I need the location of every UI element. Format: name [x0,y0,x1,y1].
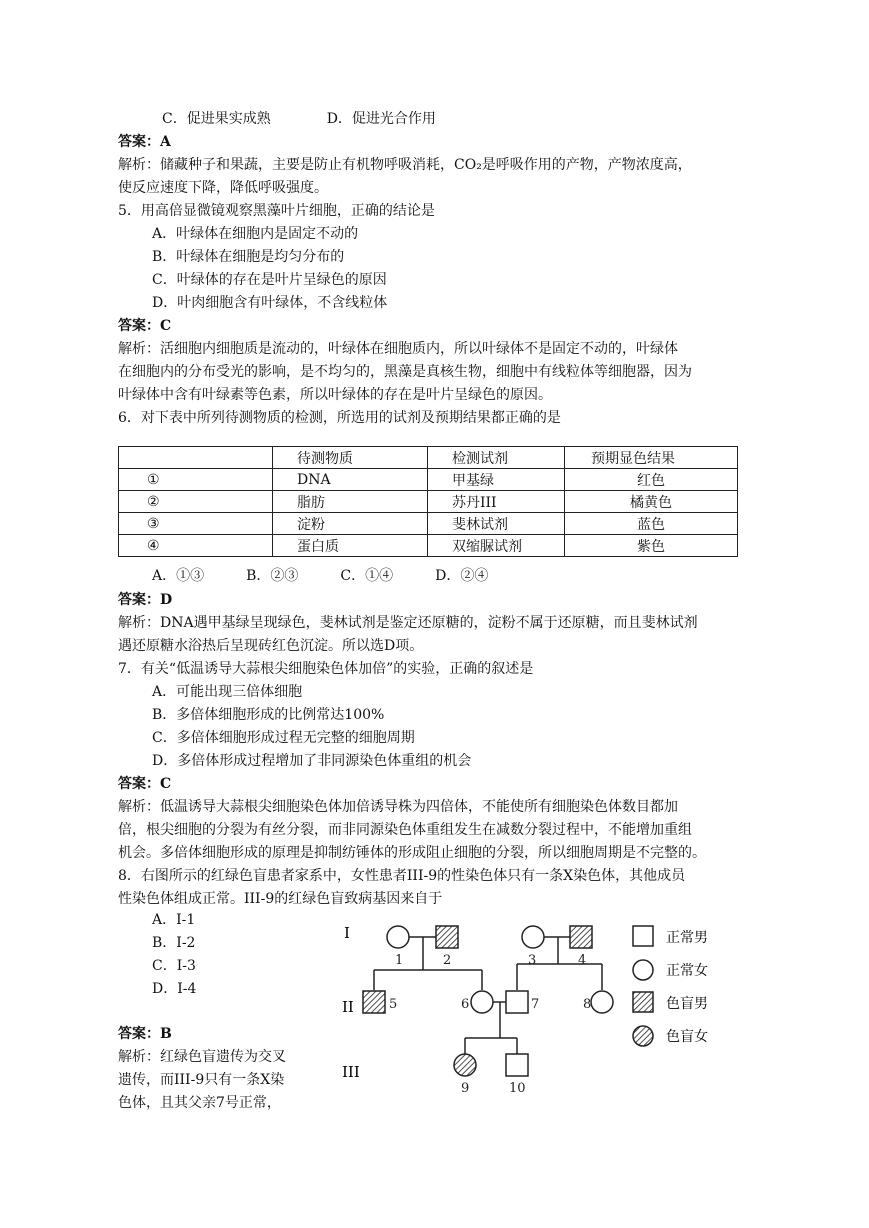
q5-option-b: B．叶绿体在细胞是均匀分布的 [152,249,345,265]
legend-colorblind-female: 色盲女 [666,1029,708,1045]
table-cell: 紫色 [565,535,738,557]
legend-normal-female: 正常女 [666,963,708,979]
q5-option-a: A．叶绿体在细胞内是固定不动的 [152,226,359,242]
individual-8-normal-female [591,991,613,1013]
generation-label-I: I [344,924,350,942]
q7-analysis-1: 解析：低温诱导大蒜根尖细胞染色体加倍诱导株为四倍体，不能使所有细胞染色体数目都加 [118,799,678,815]
table-cell: 脂肪 [273,491,428,513]
individual-7-normal-male [506,991,528,1013]
individual-4-colorblind-male [570,926,592,948]
table-cell: ③ [119,513,273,535]
q6-table [118,446,738,557]
table-row [119,491,738,513]
table-row [119,469,738,491]
individual-number: 9 [461,1081,470,1096]
q5-option-c: C．叶绿体的存在是叶片呈绿色的原因 [152,272,387,288]
individual-9-colorblind-female [454,1054,476,1076]
q7-analysis-3: 机会。多倍体细胞形成的原理是抑制纺锤体的形成阻止细胞的分裂，所以细胞周期是不完整的。 [118,845,706,861]
q8-answer: 答案：B [118,1026,172,1042]
table-cell: DNA [273,469,428,491]
q4-options: C．促进果实成熟 D．促进光合作用 [162,111,436,127]
q7-stem: 7．有关“低温诱导大蒜根尖细胞染色体加倍”的实验，正确的叙述是 [118,661,534,677]
table-cell: ① [119,469,273,491]
table-row [119,535,738,557]
q8-option-a: A．Ⅰ-1 [152,912,196,928]
q7-option-d: D．多倍体形成过程增加了非同源染色体重组的机会 [152,753,472,769]
q6-answer: 答案：D [118,592,173,608]
q7-option-b: B．多倍体细胞形成的比例常达100% [152,707,385,723]
q7-option-c: C．多倍体细胞形成过程无完整的细胞周期 [152,730,415,746]
table-cell: 淀粉 [273,513,428,535]
table-header-cell: 检测试剂 [428,447,565,469]
q8-option-d: D．Ⅰ-4 [152,981,197,997]
q6-analysis-2: 遇还原糖水浴热后呈现砖红色沉淀。所以选D项。 [118,638,424,654]
q8-stem-1: 8．右图所示的红绿色盲患者家系中，女性患者III-9的性染色体只有一条X染色体，其他成员 [118,868,686,884]
table-cell: 橘黄色 [565,491,738,513]
legend-colorblind-male: 色盲男 [666,996,708,1012]
table-row [119,513,738,535]
individual-number: 6 [461,997,470,1012]
table-cell: 蛋白质 [273,535,428,557]
table-cell: 双缩脲试剂 [428,535,565,557]
individual-5-colorblind-male [363,991,385,1013]
q8-analysis-1: 解析：红绿色盲遗传为交叉 [118,1049,286,1065]
table-cell: 苏丹III [428,491,565,513]
individual-number: 10 [509,1081,526,1096]
q8-analysis-2: 遗传，而III-9只有一条X染 [118,1072,285,1088]
q5-stem: 5．用高倍显微镜观察黑藻叶片细胞，正确的结论是 [118,203,435,219]
individual-number: 3 [528,953,537,968]
q7-option-a: A．可能出现三倍体细胞 [152,684,303,700]
individual-6-normal-female [471,991,493,1013]
individual-1-normal-female [387,926,409,948]
individual-number: 1 [395,953,404,968]
q4-answer: 答案：A [118,134,171,150]
table-header-cell: 预期显色结果 [565,447,738,469]
table-header-row [119,447,738,469]
table-cell: 蓝色 [565,513,738,535]
q8-stem-2: 性染色体组成正常。III-9的红绿色盲致病基因来自于 [118,891,443,907]
q5-analysis-2: 在细胞内的分布受光的影响，是不均匀的，黑藻是真核生物，细胞中有线粒体等细胞器，因为 [118,364,692,380]
q8-option-c: C．Ⅰ-3 [152,958,196,974]
q5-analysis-1: 解析：活细胞内细胞质是流动的，叶绿体在细胞质内，所以叶绿体不是固定不动的，叶绿体 [118,341,678,357]
q7-answer: 答案：C [118,776,172,792]
generation-label-II: II [342,998,354,1016]
q6-stem: 6．对下表中所列待测物质的检测，所选用的试剂及预期结果都正确的是 [118,410,561,426]
q5-analysis-3: 叶绿体中含有叶绿素等色素，所以叶绿体的存在是叶片呈绿色的原因。 [118,387,552,403]
q4-analysis-2: 使反应速度下降，降低呼吸强度。 [118,180,328,196]
individual-number: 8 [583,997,592,1012]
individual-number: 7 [531,997,540,1012]
individual-number: 2 [443,953,452,968]
legend-normal-female-symbol [633,960,653,980]
table-cell: 甲基绿 [428,469,565,491]
individual-2-colorblind-male [436,926,458,948]
table-cell: 红色 [565,469,738,491]
legend-normal-male-symbol [633,926,653,946]
q5-answer: 答案：C [118,318,172,334]
individual-number: 4 [578,953,587,968]
individual-number: 5 [389,997,398,1012]
q6-analysis-1: 解析：DNA遇甲基绿呈现绿色，斐林试剂是鉴定还原糖的，淀粉不属于还原糖，而且斐林试剂 [118,615,698,631]
q4-analysis-1: 解析：储藏种子和果蔬，主要是防止有机物呼吸消耗，CO₂是呼吸作用的产物，产物浓度高， [118,157,692,173]
table-header-cell [119,447,273,469]
pedigree-diagram [330,912,750,1122]
legend-colorblind-male-symbol [633,992,653,1012]
q8-analysis-3: 色体，且其父亲7号正常， [118,1095,281,1111]
table-cell: 斐林试剂 [428,513,565,535]
q5-option-d: D．叶肉细胞含有叶绿体，不含线粒体 [152,295,388,311]
table-header-cell: 待测物质 [273,447,428,469]
individual-10-normal-male [506,1054,528,1076]
q7-analysis-2: 倍，根尖细胞的分裂为有丝分裂，而非同源染色体重组发生在减数分裂过程中，不能增加重组 [118,822,692,838]
legend-colorblind-female-symbol [633,1026,653,1046]
legend-normal-male: 正常男 [666,930,708,946]
q6-options: A．①③ B．②③ C．①④ D．②④ [152,568,489,584]
q8-option-b: B．Ⅰ-2 [152,935,196,951]
table-cell: ④ [119,535,273,557]
generation-label-III: III [342,1063,360,1081]
individual-3-normal-female [522,926,544,948]
table-cell: ② [119,491,273,513]
